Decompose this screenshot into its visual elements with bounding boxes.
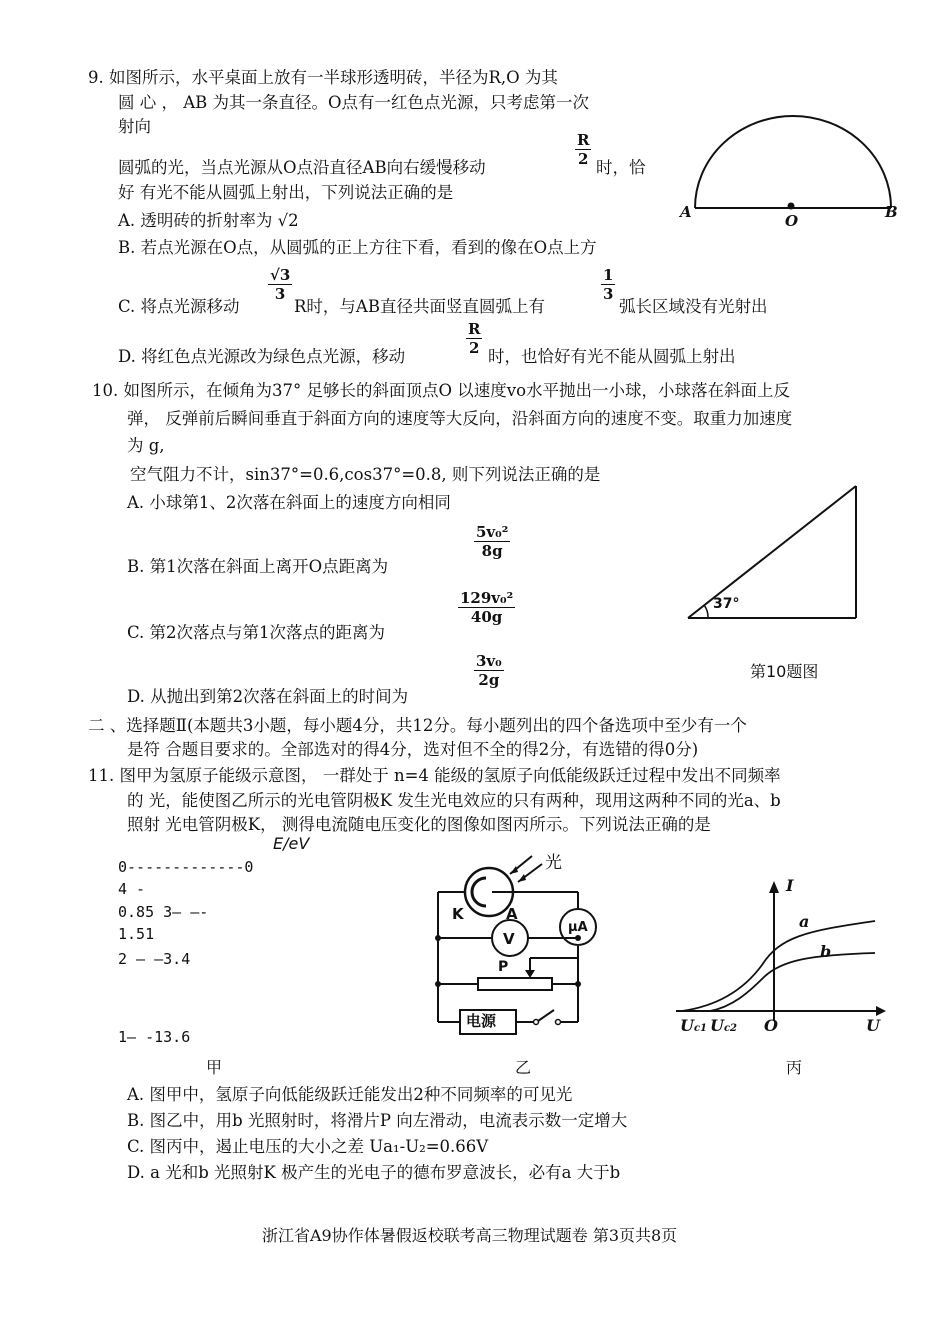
q10-option-b-frac	[474, 523, 510, 560]
q10-option-d-num: 3v₀	[476, 652, 502, 670]
circuit-microammeter-label: μA	[568, 920, 588, 935]
q9-option-c-mid: R时，与AB直径共面竖直圆弧上有	[294, 297, 545, 316]
q9-option-c-pre: C. 将点光源移动	[118, 297, 240, 316]
q10-option-d-den: 2g	[478, 671, 500, 689]
graph-curve-a-label: a	[799, 912, 810, 931]
energy-level-line6: 1— -13.6	[118, 1028, 191, 1046]
q9-line5: 好 有光不能从圆弧上射出，下列说法正确的是	[118, 183, 454, 202]
q9-option-c-num: √3	[270, 266, 291, 284]
q9-option-c-frac	[268, 266, 292, 303]
circuit-power-source-label: 电源	[466, 1012, 497, 1030]
circuit-slider-label: P	[498, 959, 509, 975]
q9-option-a: A. 透明砖的折射率为 √2	[118, 211, 299, 230]
circuit-voltmeter-label: V	[503, 930, 515, 948]
graph-axis-u: U	[866, 1016, 880, 1035]
caption-jia: 甲	[206, 1058, 223, 1077]
q9-frac-den: 2	[578, 150, 589, 168]
q9-option-c-num2: 1	[603, 266, 614, 284]
q10-option-b-den: 8g	[481, 542, 503, 560]
semicircle-figure	[690, 108, 900, 228]
q9-line4-end: 时，恰	[596, 158, 646, 177]
q11-option-d: D. a 光和b 光照射K 极产生的光电子的德布罗意波长，必有a 大于b	[127, 1163, 621, 1182]
fig-label-b: B	[885, 203, 898, 221]
graph-uc2-label	[710, 1016, 737, 1035]
circuit-cathode-label: K	[452, 905, 464, 923]
energy-axis-label: E/eV	[273, 834, 310, 853]
q10-option-c-num: 129v₀²	[460, 589, 514, 607]
q9-fraction	[575, 131, 591, 168]
q10-line3: 为 g,	[127, 436, 165, 455]
energy-level-line3: 0.85 3— —-	[118, 903, 209, 921]
section2-line1: 二 、选择题Ⅱ(本题共3小题，每小题4分，共12分。每小题列出的四个备选项中至少有一个	[88, 716, 747, 735]
circuit-light-label: 光	[545, 853, 562, 873]
fig-label-o: O	[785, 212, 799, 230]
q11-option-a: A. 图甲中，氢原子向低能级跃迁能发出2种不同频率的可见光	[127, 1085, 573, 1104]
graph-uc1-sub: c1	[693, 1023, 707, 1034]
graph-uc1-text: U	[680, 1016, 694, 1035]
photocell-circuit	[430, 850, 610, 1030]
q9-option-d-end: 时，也恰好有光不能从圆弧上射出	[488, 347, 736, 366]
fig-label-a: A	[680, 203, 692, 221]
section2-line2: 是符 合题目要求的。全部选对的得4分，选对但不全的得2分，有选错的得0分)	[127, 740, 699, 759]
q10-option-c-frac	[458, 589, 515, 626]
energy-level-line1: 0-------------0	[118, 858, 254, 876]
q10-option-c: C. 第2次落点与第1次落点的距离为	[127, 623, 386, 642]
q9-option-c-end: 弧长区域没有光射出	[619, 297, 768, 316]
q9-frac-num: R	[577, 131, 590, 149]
q10-figure-caption: 第10题图	[750, 662, 819, 681]
graph-origin-label: O	[764, 1016, 778, 1035]
graph-uc1-label	[680, 1016, 707, 1035]
circuit-anode-label: A	[506, 905, 518, 923]
q9-option-c-frac2	[601, 266, 615, 303]
q9-line1: 9. 如图所示，水平桌面上放有一半球形透明砖，半径为R,O 为其	[88, 68, 558, 87]
q10-line1: 10. 如图所示，在倾角为37° 足够长的斜面顶点O 以速度vo水平抛出一小球，小球落在斜面上反	[92, 381, 791, 400]
graph-curve-b-label: b	[820, 942, 832, 961]
q9-line4: 圆弧的光，当点光源从O点沿直径AB向右缓慢移动	[118, 158, 486, 177]
q9-option-d-num: R	[468, 320, 481, 338]
graph-uc2-text: U	[710, 1016, 724, 1035]
q10-option-d-frac	[474, 652, 504, 689]
q11-line2: 的 光，能使图乙所示的光电管阴极K 发生光电效应的只有两种，现用这两种不同的光a、b	[127, 791, 781, 810]
q11-option-b: B. 图乙中，用b 光照射时，将滑片P 向左滑动，电流表示数一定增大	[127, 1111, 628, 1130]
q9-line2: 圆 心 ， AB 为其一条直径。O点有一红色点光源，只考虑第一次	[118, 93, 590, 112]
iu-graph	[670, 875, 890, 1025]
q10-line2: 弹， 反弹前后瞬间垂直于斜面方向的速度等大反向，沿斜面方向的速度不变。取重力加速度	[127, 409, 793, 428]
energy-level-line5: 2 — —3.4	[118, 950, 191, 968]
q10-option-d: D. 从抛出到第2次落在斜面上的时间为	[127, 687, 409, 706]
q10-option-b-num: 5v₀²	[476, 523, 509, 541]
q9-option-c-den: 3	[274, 285, 286, 303]
energy-level-line2: 4 -	[118, 880, 146, 898]
energy-level-line4: 1.51	[118, 925, 155, 943]
q10-line4: 空气阻力不计，sin37°=0.6,cos37°=0.8, 则下列说法正确的是	[130, 465, 601, 484]
page-footer: 浙江省A9协作体暑假返校联考高三物理试题卷 第3页共8页	[262, 1226, 678, 1245]
q9-option-d-frac	[466, 320, 482, 357]
caption-bing: 丙	[786, 1058, 803, 1077]
caption-yi: 乙	[515, 1058, 532, 1077]
q11-option-c: C. 图丙中，遏止电压的大小之差 Ua₁-U₂=0.66V	[127, 1137, 489, 1156]
graph-axis-i: I	[786, 876, 794, 895]
q9-option-d-den: 2	[469, 339, 480, 357]
graph-uc2-sub: c2	[723, 1023, 737, 1034]
q9-option-d-pre: D. 将红色点光源改为绿色点光源，移动	[118, 347, 406, 366]
incline-angle-label: 37°	[713, 596, 740, 612]
q10-option-a: A. 小球第1、2次落在斜面上的速度方向相同	[127, 493, 451, 512]
q11-line1: 11. 图甲为氢原子能级示意图， 一群处于 n=4 能级的氢原子向低能级跃迁过程中发出不同频率	[88, 766, 781, 785]
q9-option-b: B. 若点光源在O点，从圆弧的正上方往下看，看到的像在O点上方	[118, 238, 597, 257]
q10-option-b: B. 第1次落在斜面上离开O点距离为	[127, 557, 389, 576]
q9-line3: 射向	[118, 117, 151, 136]
q9-option-c-den2: 3	[603, 285, 614, 303]
q11-line3: 照射 光电管阴极K， 测得电流随电压变化的图像如图丙所示。下列说法正确的是	[127, 815, 711, 834]
q10-option-c-den: 40g	[470, 608, 503, 626]
